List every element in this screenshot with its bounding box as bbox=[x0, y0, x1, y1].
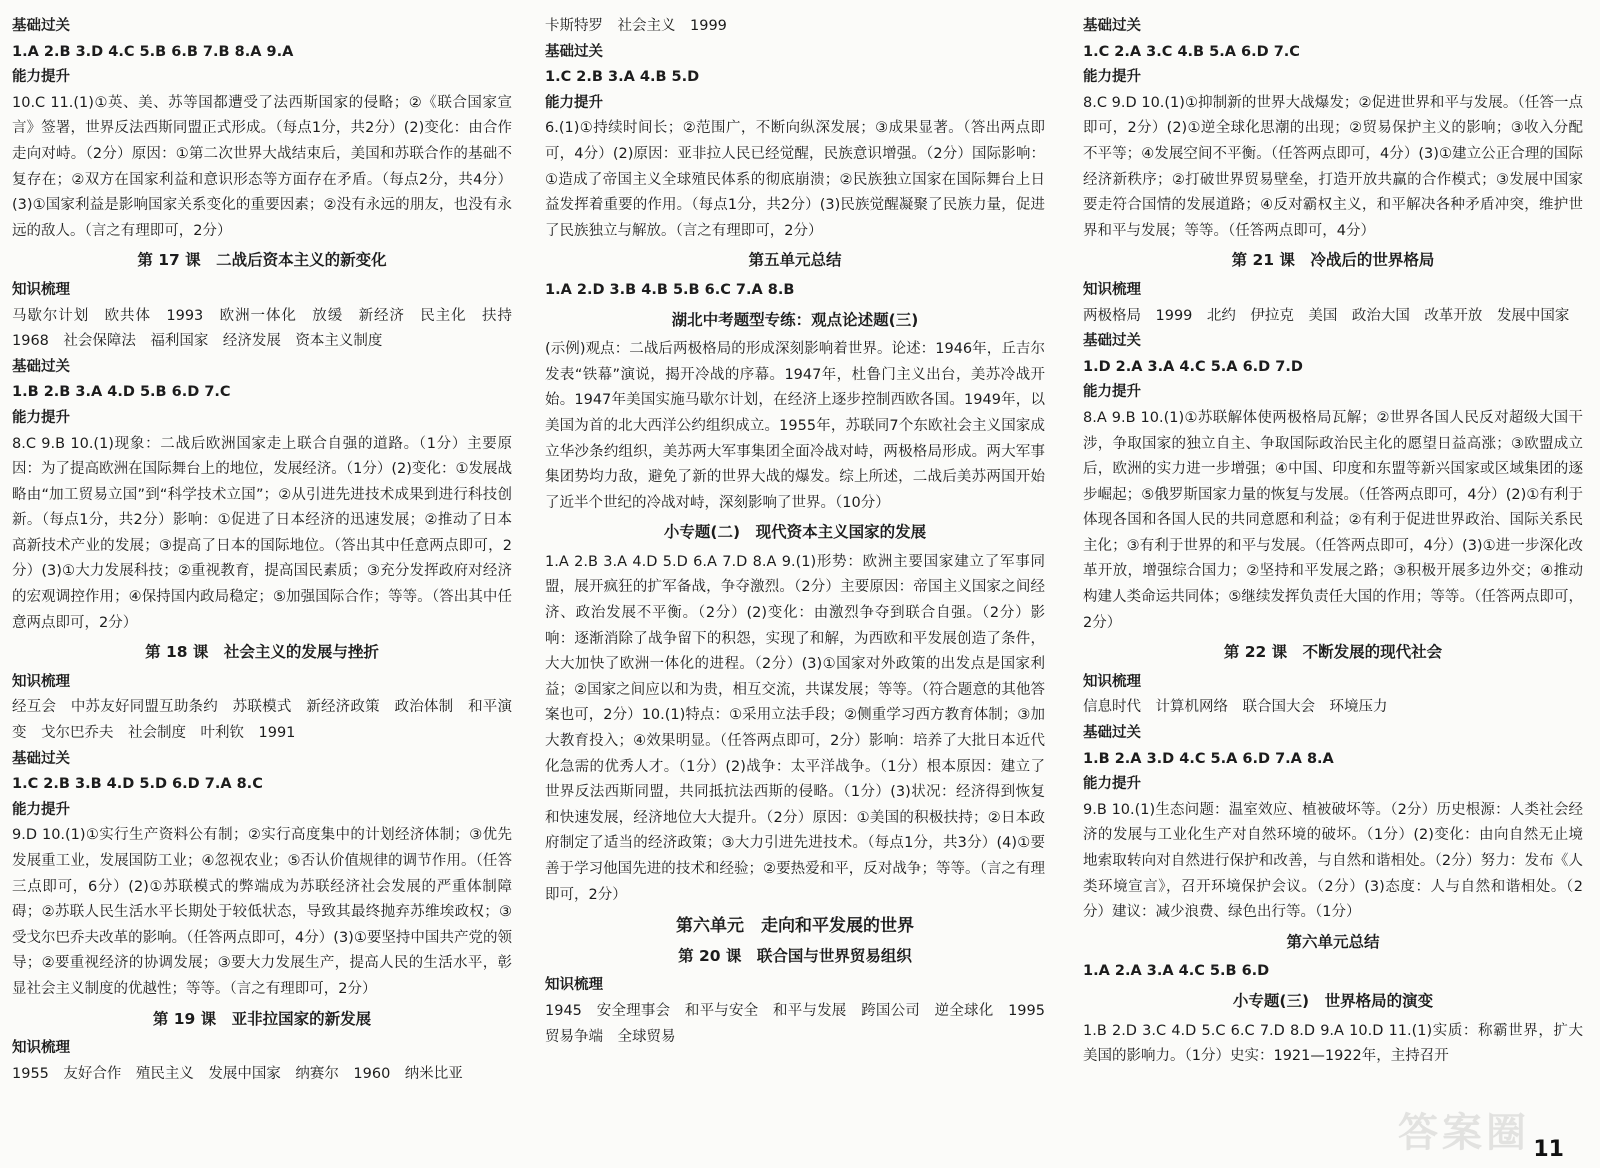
section-label: 基础过关 bbox=[12, 750, 70, 767]
answer-text: 10.C 11.(1)①英、美、苏等国都遭受了法西斯国家的侵略；②《联合国家宣言》签署，世界反法西斯同盟正式形成。（每点1分，共2分）(2)变化：由合作走向对峙。（2分）原因：①第二次世界大战结束后，美国和苏联合作的基础不复存在；②双方在国家利益和意识形态等方面存在矛盾。（每点2分，共4分）(3)①国家利益是影响国家关系变化的重要因素；②没有永远的朋友，也没有永远的敌人。（言之有理即可，2分） bbox=[12, 94, 512, 239]
answer-text: 8.C 9.B 10.(1)现象：二战后欧洲国家走上联合自强的道路。（1分）主要原因：为了提高欧洲在国际舞台上的地位，发展经济。（1分）(2)变化：①发展战略由“加工贸易立国”到“科学技术立国”；②从引进先进技术成果到进行科技创新。（每点1分，共2分）影响：①促进了日本经济的迅速发展；②推动了日本高新技术产业的发展；③提高了日本的国际地位。（答出其中任意两点即可，2分）(3)①大力发展科技；②重视教育，提高国民素质；③充分发挥政府对经济的宏观调控作用；④保持国内政局稳定；⑤加强国际合作；等等。（答出其中任意两点即可，2分） bbox=[12, 435, 512, 631]
section-label: 知识梳理 bbox=[1083, 281, 1141, 298]
answer-line: 1.C 2.B 3.A 4.B 5.D bbox=[545, 69, 700, 86]
answer-line: 1.C 2.B 3.B 4.D 5.D 6.D 7.A 8.C bbox=[12, 776, 263, 793]
answer-text: 9.D 10.(1)①实行生产资料公有制；②实行高度集中的计划经济体制；③优先发展重工业，发展国防工业；④忽视农业；⑤否认价值规律的调节作用。（任答三点即可，6分）(2)①苏联模式的弊端成为苏联经济社会发展的严重体制障碍；②苏联人民生活水平长期处于较低状态，导致其最终抛弃苏维埃政权；③受戈尔巴乔夫改革的影响。（任答两点即可，4分）(3)①要坚持中国共产党的领导；②要重视经济的协调发展；③要大力发展生产，提高人民的生活水平，彰显社会主义制度的优越性；等等。（言之有理即可，2分） bbox=[12, 827, 512, 997]
watermark-logo: 答案圈 bbox=[1398, 1110, 1530, 1156]
lesson-heading: 小专题(二) 现代资本主义国家的发展 bbox=[663, 523, 927, 542]
section-label: 能力提升 bbox=[12, 801, 70, 818]
lesson-heading: 第 21 课 冷战后的世界格局 bbox=[1231, 251, 1435, 270]
answer-text: 经互会 中苏友好同盟互助条约 苏联模式 新经济政策 政治体制 和平演变 戈尔巴乔夫 社会制度 叶利钦 1991 bbox=[12, 699, 512, 742]
answer-text: 1.A 2.B 3.A 4.D 5.D 6.A 7.D 8.A 9.(1)形势：欧洲主要国家建立了军事同盟，展开疯狂的扩军备战，争夺激烈。（2分）主要原因：帝国主义国家之间经济、政治发展不平衡。（2分）(2)变化：由激烈争夺到联合自强。（2分）影响：逐渐消除了战争留下的积怨，实现了和解，为西欧和平发展创造了条件，大大加快了欧洲一体化的进程。（2分）(3)①国家对外政策的出发点是国家利益；②国家之间应以和为贵，相互交流，共谋发展；等等。（符合题意的其他答案也可，2分）10.(1)特点：①采用立法手段；②侧重学习西方教育体制；③加大教育投入；④效果明显。（任答两点即可，2分）影响：培养了大批日本近代化急需的优秀人才。（1分）(2)战争：太平洋战争。（1分）根本原因：建立了世界反法西斯同盟，共同抵抗法西斯的侵略。（1分）(3)状况：经济得到恢复和快速发展，经济地位大大提升。（2分）原因：①美国的积极扶持；②日本政府制定了适当的经济政策；③大力引进先进技术。（每点1分，共3分）(4)①要善于学习他国先进的技术和经验；②要热爱和平，反对战争；等等。（言之有理即可，2分） bbox=[545, 553, 1045, 903]
lesson-heading: 第 19 课 亚非拉国家的新发展 bbox=[152, 1009, 372, 1028]
answer-text: 信息时代 计算机网络 联合国大会 环境压力 bbox=[1083, 699, 1388, 716]
section-label: 能力提升 bbox=[1083, 776, 1141, 793]
answer-line: 1.D 2.A 3.A 4.C 5.A 6.D 7.D bbox=[1083, 358, 1303, 375]
answer-line: 1.A 2.D 3.B 4.B 5.B 6.C 7.A 8.B bbox=[545, 281, 795, 298]
answer-text: 9.B 10.(1)生态问题：温室效应、植被破坏等。（2分）历史根源：人类社会经济的发展与工业化生产对自然环境的破坏。（1分）(2)变化：由向自然无止境地索取转向对自然进行保护和改善，与自然和谐相处。（2分）努力：发布《人类环境宣言》，召开环境保护会议。（2分）(3)态度：人与自然和谐相处。（2分）建议：减少浪费、绿色出行等。（1分） bbox=[1083, 801, 1583, 921]
lesson-heading: 第六单元 走向和平发展的世界 bbox=[676, 916, 914, 937]
section-label: 知识梳理 bbox=[1083, 673, 1141, 690]
section-label: 基础过关 bbox=[12, 358, 70, 375]
answer-text: 1.B 2.D 3.C 4.D 5.C 6.C 7.D 8.D 9.A 10.D 11.(1)实质：称霸世界，扩大美国的影响力。（1分）史实：1921—1922年，主持召开 bbox=[1083, 1022, 1583, 1065]
answer-text: 马歇尔计划 欧共体 1993 欧洲一体化 放缓 新经济 民主化 扶持 1968 社会保障法 福利国家 经济发展 资本主义制度 bbox=[12, 307, 527, 350]
lesson-heading: 第 22 课 不断发展的现代社会 bbox=[1223, 643, 1443, 662]
answer-line: 1.C 2.A 3.C 4.B 5.A 6.D 7.C bbox=[1083, 43, 1300, 60]
lesson-heading: 湖北中考题型专练：观点论述题(三) bbox=[671, 310, 919, 329]
answer-text: 两极格局 1999 北约 伊拉克 美国 政治大国 改革开放 发展中国家 bbox=[1083, 307, 1570, 324]
lesson-heading: 小专题(三) 世界格局的演变 bbox=[1232, 991, 1434, 1010]
section-label: 能力提升 bbox=[1083, 384, 1141, 401]
page-number: 11 bbox=[1533, 1137, 1564, 1162]
answer-text: (示例)观点：二战后两极格局的形成深刻影响着世界。论述：1946年，丘吉尔发表“铁幕”演说，揭开冷战的序幕。1947年，杜鲁门主义出台，美苏冷战开始。1947年美国实施马歇尔计划，在经济上逐步控制西欧各国。1949年，以美国为首的北大西洋公约组织成立。1955年，苏联同7个东欧社会主义国家成立华沙条约组织，美苏两大军事集团全面冷战对峙，两极格局形成。两大军事集团势均力敌，避免了新的世界大战的爆发。综上所述，二战后美苏两国开始了近半个世纪的冷战对峙，深刻影响了世界。（10分） bbox=[545, 341, 1045, 511]
lesson-heading: 第 17 课 二战后资本主义的新变化 bbox=[137, 251, 387, 270]
answer-line: 1.B 2.B 3.A 4.D 5.B 6.D 7.C bbox=[12, 384, 231, 401]
section-label: 知识梳理 bbox=[12, 281, 70, 298]
answer-text: 卡斯特罗 社会主义 1999 bbox=[545, 18, 727, 34]
answer-text: 8.A 9.B 10.(1)①苏联解体使两极格局瓦解；②世界各国人民反对超级大国干涉，争取国家的独立自主、争取国际政治民主化的愿望日益高涨；③欧盟成立后，欧洲的实力进一步增强；④中国、印度和东盟等新兴国家或区域集团的逐步崛起；⑤俄罗斯国家力量的恢复与发展。（任答两点即可，4分）(2)①有利于体现各国和各国人民的共同意愿和利益；②有利于促进世界政治、国际关系民主化；③有利于世界的和平与发展。（任答两点即可，4分）(3)①进一步深化改革开放，增强综合国力；②坚持和平发展之路；③积极开展多边外交；④推动构建人类命运共同体；⑤继续发挥负责任大国的作用；等等。（任答两点即可，2分） bbox=[1083, 409, 1583, 631]
answer-line: 1.A 2.A 3.A 4.C 5.B 6.D bbox=[1083, 963, 1270, 980]
answer-text: 8.C 9.D 10.(1)①抑制新的世界大战爆发；②促进世界和平与发展。（任答一点即可，2分）(2)①逆全球化思潮的出现；②贸易保护主义的影响；③收入分配不平等；④发展空间不平衡。（任答两点即可，4分）(3)①建立公正合理的国际经济新秩序；②打破世界贸易壁垒，打造开放共赢的合作模式；③发展中国家要走符合国情的发展道路；④反对霸权主义，和平解决各种矛盾冲突，维护世界和平与发展；等等。（任答两点即可，4分） bbox=[1083, 94, 1583, 239]
page-footer bbox=[1533, 1137, 1564, 1162]
lesson-heading: 第五单元总结 bbox=[748, 251, 842, 270]
section-label: 知识梳理 bbox=[12, 1040, 70, 1057]
column-left bbox=[12, 14, 527, 1087]
lesson-heading: 第 18 课 社会主义的发展与挫折 bbox=[145, 643, 379, 662]
lesson-heading: 第六单元总结 bbox=[1286, 932, 1380, 951]
section-label: 基础过关 bbox=[12, 18, 70, 34]
answer-text: 1945 安全理事会 和平与安全 和平与发展 跨国公司 逆全球化 1995 贸易争端 全球贸易 bbox=[545, 1002, 1060, 1045]
answer-line: 1.B 2.A 3.D 4.C 5.A 6.D 7.A 8.A bbox=[1083, 750, 1334, 767]
section-label: 基础过关 bbox=[1083, 333, 1141, 350]
column-middle bbox=[545, 14, 1060, 1050]
section-label: 基础过关 bbox=[1083, 18, 1141, 34]
section-label: 能力提升 bbox=[1083, 69, 1141, 86]
section-label: 基础过关 bbox=[545, 43, 603, 60]
lesson-heading: 第 20 课 联合国与世界贸易组织 bbox=[678, 946, 912, 965]
answer-line: 1.A 2.B 3.D 4.C 5.B 6.B 7.B 8.A 9.A bbox=[12, 43, 294, 60]
section-label: 能力提升 bbox=[12, 69, 70, 86]
section-label: 知识梳理 bbox=[12, 673, 70, 690]
section-label: 知识梳理 bbox=[545, 977, 603, 994]
section-label: 能力提升 bbox=[545, 94, 603, 111]
answer-text: 6.(1)①持续时间长；②范围广，不断向纵深发展；③成果显著。（答出两点即可，4分）(2)原因：亚非拉人民已经觉醒，民族意识增强。（2分）国际影响：①造成了帝国主义全球殖民体系的彻底崩溃；②民族独立国家在国际舞台上日益发挥着重要的作用。（每点1分，共2分）(3)民族觉醒凝聚了民族力量，促进了民族独立与解放。（言之有理即可，2分） bbox=[545, 120, 1045, 239]
answer-text: 1955 友好合作 殖民主义 发展中国家 纳赛尔 1960 纳米比亚 bbox=[12, 1065, 463, 1082]
section-label: 能力提升 bbox=[12, 409, 70, 426]
section-label: 基础过关 bbox=[1083, 725, 1141, 742]
column-right bbox=[1083, 14, 1583, 1070]
